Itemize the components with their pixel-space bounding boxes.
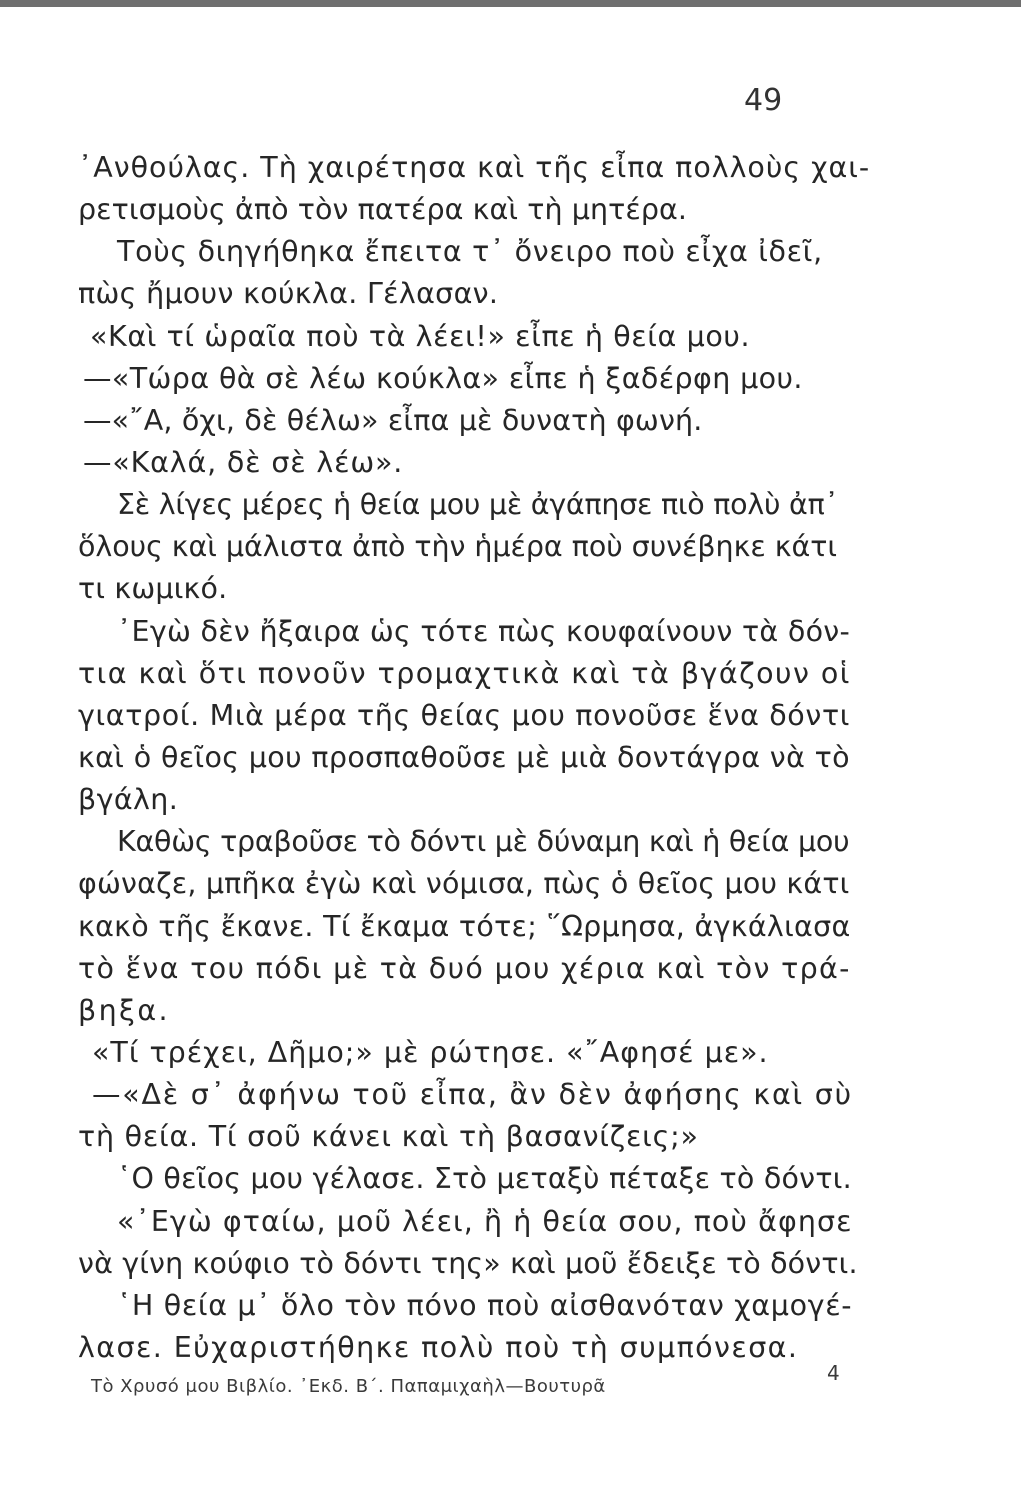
text-line: φώναζε, μπῆκα ἐγὼ καὶ νόμισα, πὼς ὁ θεῖος μου κάτι: [78, 867, 850, 900]
text-line: —«῎Α, ὄχι, δὲ θέλω» εἶπα μὲ δυνατὴ φωνή.: [83, 404, 703, 437]
text-line: «Καὶ τί ὡραῖα ποὺ τὰ λέει!» εἶπε ἡ θεία μου.: [90, 320, 751, 353]
text-line: Καθὼς τραβοῦσε τὸ δόντι μὲ δύναμη καὶ ἡ θεία μου: [117, 825, 850, 858]
text-line: —«Καλά, δὲ σὲ λέω».: [83, 446, 404, 479]
text-line: ῾Η θεία μ᾿ ὅλο τὸν πόνο ποὺ αἰσθανόταν χαμογέ-: [117, 1289, 853, 1322]
text-line: ᾿Εγὼ δὲν ἤξαιρα ὡς τότε πὼς κουφαίνουν τὰ δόν-: [117, 615, 851, 648]
text-line: πὼς ἤμουν κούκλα. Γέλασαν.: [78, 277, 499, 310]
text-line: ᾿Ανθούλας. Τὴ χαιρέτησα καὶ τῆς εἶπα πολλοὺς χαι-: [78, 151, 871, 184]
text-line: Σὲ λίγες μέρες ἡ θεία μου μὲ ἀγάπησε πιὸ πολὺ ἀπ᾿: [117, 488, 839, 521]
text-line: «᾿Εγὼ φταίω, μοῦ λέει, ἢ ἡ θεία σου, ποὺ ἄφησε: [117, 1205, 853, 1238]
text-line: τι κωμικό.: [78, 572, 228, 605]
text-line: —«Δὲ σ᾿ ἀφήνω τοῦ εἶπα, ἂν δὲν ἀφήσης καὶ σὺ: [92, 1078, 853, 1111]
text-line: γιατροί. Μιὰ μέρα τῆς θείας μου πονοῦσε ἕνα δόντι: [78, 699, 851, 732]
sheet-number: 4: [827, 1361, 840, 1385]
text-line: βηξα.: [78, 994, 170, 1027]
footer-imprint: Τὸ Χρυσό μου Βιβλίο. ᾿Εκδ. Β΄. Παπαμιχαὴλ—Βουτυρᾶ: [91, 1376, 606, 1397]
text-line: νὰ γίνη κούφιο τὸ δόντι της» καὶ μοῦ ἔδειξε τὸ δόντι.: [78, 1247, 858, 1280]
text-line: τὴ θεία. Τί σοῦ κάνει καὶ τὴ βασανίζεις;»: [78, 1120, 699, 1153]
book-footer: [91, 1361, 851, 1404]
text-line: —«Τώρα θὰ σὲ λέω κούκλα» εἶπε ἡ ξαδέρφη μου.: [83, 362, 803, 395]
text-line: κακὸ τῆς ἔκανε. Τί ἔκαμα τότε; ῞Ωρμησα, ἀγκάλιασα: [78, 910, 851, 943]
text-line: καὶ ὁ θεῖος μου προσπαθοῦσε μὲ μιὰ δοντάγρα νὰ τὸ: [78, 741, 850, 774]
text-line: ρετισμοὺς ἀπὸ τὸν πατέρα καὶ τὴ μητέρα.: [78, 193, 688, 226]
text-line: ῾Ο θεῖος μου γέλασε. Στὸ μεταξὺ πέταξε τὸ δόντι.: [117, 1162, 852, 1195]
text-line: τια καὶ ὅτι πονοῦν τρομαχτικὰ καὶ τὰ βγάζουν οἱ: [78, 657, 851, 690]
text-line: τὸ ἕνα του πόδι μὲ τὰ δυό μου χέρια καὶ τὸν τρά-: [78, 952, 851, 985]
text-line: λασε. Εὐχαριστήθηκε πολὺ ποὺ τὴ συμπόνεσα.: [78, 1331, 799, 1364]
text-line: «Τί τρέχει, Δῆμο;» μὲ ρώτησε. «῎Αφησέ με».: [92, 1036, 769, 1069]
page-number: 49: [744, 83, 783, 118]
text-line: Τοὺς διηγήθηκα ἔπειτα τ᾿ ὄνειρο ποὺ εἶχα ἰδεῖ,: [117, 235, 823, 268]
scan-edge-shadow: [0, 0, 1021, 7]
text-line: βγάλη.: [78, 783, 179, 816]
text-line: ὅλους καὶ μάλιστα ἀπὸ τὴν ἡμέρα ποὺ συνέβηκε κάτι: [78, 530, 837, 563]
